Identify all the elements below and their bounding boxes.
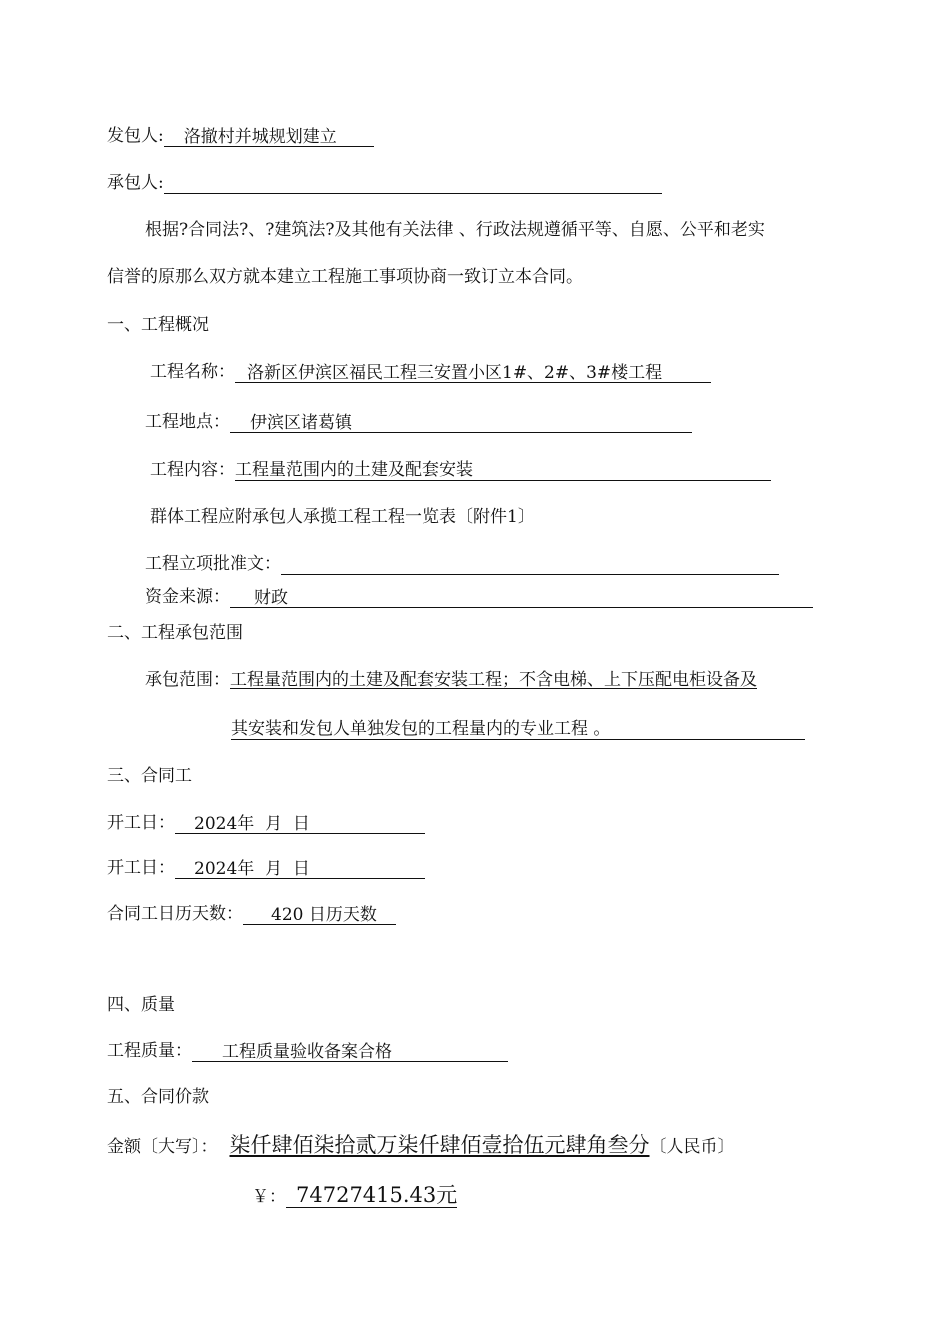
amount-number-value: 74727415.43元	[286, 1182, 457, 1208]
project-name-value: 洛新区伊滨区福民工程三安置小区1#、2#、3#楼工程	[235, 362, 711, 383]
approval-label: 工程立项批准文：	[145, 554, 281, 574]
yen-label: ￥：	[252, 1187, 286, 1207]
project-content-row	[150, 459, 771, 481]
scope-value-line-1: 工程量范围内的土建及配套安装工程；不含电梯、上下压配电柜设备及	[230, 670, 757, 690]
contract-days-row	[107, 903, 396, 925]
preamble-line-1: 根据?合同法?、?建筑法?及其他有关法律 、行政法规遵循平等、自愿、公平和老实	[145, 220, 765, 240]
fund-source-value: 财政	[230, 587, 813, 608]
start-date-label: 开工日：	[107, 813, 175, 833]
quality-row	[107, 1040, 508, 1062]
amount-words-label: 金额〔大写〕：	[107, 1137, 218, 1157]
contract-days-value: 420 日历天数	[243, 904, 396, 925]
approval-row	[145, 553, 779, 575]
contractor-label: 承包人:	[107, 173, 164, 193]
section-5-heading: 五、合同价款	[107, 1087, 209, 1107]
scope-value-line-2: 其安装和发包人单独发包的工程量内的专业工程 。	[231, 718, 805, 740]
section-1-heading: 一、工程概况	[107, 315, 209, 335]
employer-label: 发包人:	[107, 126, 164, 146]
fund-source-label: 资金来源：	[145, 587, 230, 607]
project-site-row	[145, 411, 692, 433]
section-4-heading: 四、质量	[107, 995, 175, 1015]
start-date-row	[107, 812, 425, 834]
end-date-value: 2024年 月 日	[175, 858, 425, 879]
end-date-row	[107, 857, 425, 879]
scope-row-2	[231, 718, 805, 740]
section-3-heading: 三、合同工	[107, 766, 192, 786]
amount-words-value: 柒仟肆佰柒拾贰万柒仟肆佰壹拾伍元肆角叁分	[229, 1133, 650, 1157]
project-site-label: 工程地点：	[145, 412, 230, 432]
group-project-note: 群体工程应附承包人承揽工程工程一览表〔附件1〕	[150, 507, 535, 527]
preamble-line-2: 信誉的原那么双方就本建立工程施工事项协商一致订立本合同。	[107, 267, 583, 287]
currency-note: 〔人民币〕	[649, 1137, 735, 1157]
amount-words-row	[107, 1132, 735, 1158]
section-2-heading: 二、工程承包范围	[107, 623, 243, 643]
fund-source-row	[145, 586, 813, 608]
scope-label: 承包范围：	[145, 670, 230, 690]
contract-days-label: 合同工日历天数：	[107, 904, 243, 924]
scope-row	[145, 669, 757, 691]
project-name-row	[150, 361, 711, 383]
start-date-value: 2024年 月 日	[175, 813, 425, 834]
approval-value	[281, 553, 779, 575]
amount-number-row	[252, 1182, 457, 1208]
employer-value: 洛撤村并城规划建立	[164, 126, 374, 147]
contractor-row	[107, 172, 662, 194]
project-content-value: 工程量范围内的土建及配套安装	[235, 459, 771, 481]
project-name-label: 工程名称：	[150, 362, 235, 382]
quality-label: 工程质量：	[107, 1041, 192, 1061]
project-content-label: 工程内容：	[150, 460, 235, 480]
contractor-value	[164, 172, 662, 194]
quality-value: 工程质量验收备案合格	[192, 1041, 508, 1062]
project-site-value: 伊滨区诸葛镇	[230, 412, 692, 433]
end-date-label: 开工日：	[107, 858, 175, 878]
employer-row	[107, 125, 374, 147]
